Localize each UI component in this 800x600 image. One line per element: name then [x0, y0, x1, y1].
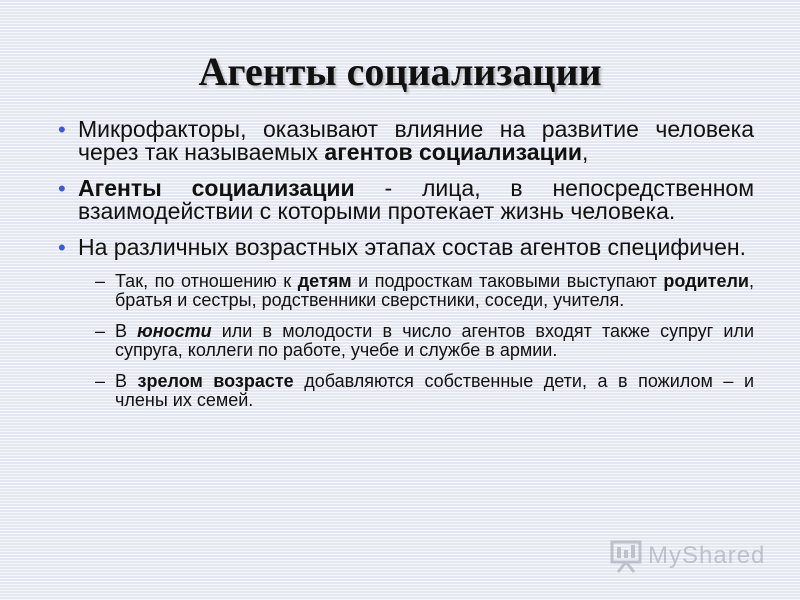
- sub-bullet-item: [95, 272, 754, 310]
- sub-bullet-item: [95, 322, 754, 360]
- emphasized-text: агентов социализации: [324, 139, 582, 165]
- bullet-list: [58, 118, 754, 259]
- watermark-logo: [608, 538, 768, 574]
- bullet-mark-icon: •: [58, 117, 66, 142]
- bullet-item: [58, 118, 754, 164]
- text-run: добавляются собственные дети, а в пожилом – и члены их семей.: [115, 371, 754, 410]
- emphasized-text: юности: [137, 321, 212, 341]
- dash-mark-icon: –: [95, 321, 106, 341]
- text-run: - лица, в непосредственном взаимодействии с которыми протекает жизнь человека.: [78, 175, 755, 224]
- slide-title: Агенты социализации: [198, 49, 602, 94]
- emphasized-text: зрелом возрасте: [137, 371, 294, 391]
- emphasized-text: Агенты социализации: [78, 175, 355, 201]
- bullet-mark-icon: •: [58, 176, 66, 201]
- slide-content: [58, 118, 754, 422]
- text-run: В: [115, 371, 138, 391]
- text-run: и подросткам таковыми выступают: [351, 271, 664, 291]
- text-run: Так, по отношению к: [115, 271, 298, 291]
- bullet-item: [58, 177, 754, 223]
- text-run: В: [115, 321, 138, 341]
- sub-bullet-item: [95, 372, 754, 410]
- watermark-text: MyShared: [648, 542, 766, 569]
- dash-mark-icon: –: [95, 371, 106, 391]
- text-run: Микрофакторы, оказывают влияние на развитие человека через так называемых: [78, 116, 754, 165]
- text-run: , братья и сестры, родственники сверстники, соседи, учителя.: [115, 271, 754, 310]
- text-run: ,: [582, 139, 589, 165]
- dash-mark-icon: –: [95, 271, 106, 291]
- sub-bullet-list: [58, 272, 754, 410]
- emphasized-text: родители: [663, 271, 749, 291]
- presentation-board-icon: [608, 538, 644, 574]
- bullet-item: [58, 236, 754, 259]
- emphasized-text: детям: [297, 271, 352, 291]
- bullet-mark-icon: •: [58, 235, 66, 260]
- text-run: или в молодости в число агентов входят также супруг или супруга, коллеги по работе, учебе и службе в армии.: [115, 321, 754, 360]
- text-run: На различных возрастных этапах состав агентов специфичен.: [78, 234, 746, 260]
